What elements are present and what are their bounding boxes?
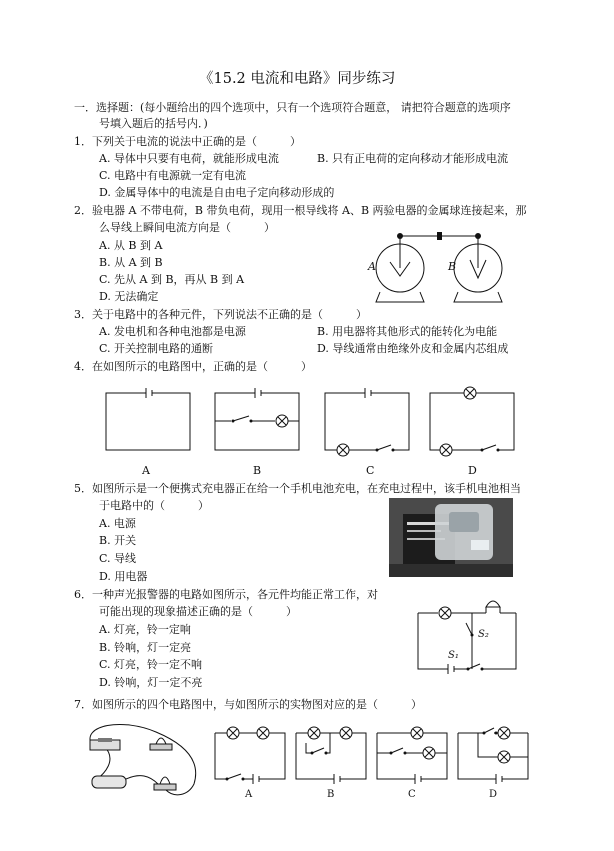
q5-option-a: A. 电源 [99,517,136,530]
q4-label-c: C [366,464,375,477]
q4-circuit-b [215,392,301,452]
q4-label-a: A [142,464,150,477]
q1-option-d: D. 金属导体中的电流是自由电子定向移动形成的 [99,186,335,199]
charger-photo [389,498,513,577]
q4-stem: 4．在如图所示的电路图中，正确的是（ ） [74,360,312,373]
q4-label-b: B [253,464,262,477]
q2-option-c: C. 先从 A 到 B，再从 B 到 A [99,273,245,286]
q2-option-b: B. 从 A 到 B [99,256,163,269]
q5-option-d: D. 用电器 [99,570,148,583]
q6-alarm-circuit [418,595,518,675]
q3-option-b: B. 用电器将其他形式的能转化为电能 [317,325,498,338]
q6-stem: 6．一种声光报警器的电路如图所示，各元件均能正常工作，对 [74,588,378,601]
q7-label-a: A [245,789,253,800]
q7-circuit-a [215,733,287,781]
q6-option-b: B. 铃响，灯一定亮 [99,641,192,654]
q5-stem-cont: 于电路中的（ ） [99,499,209,512]
q1-option-b: B. 只有正电荷的定向移动才能形成电流 [317,152,509,165]
electroscope-label-a: A [368,260,376,273]
q5-option-b: B. 开关 [99,534,137,547]
q7-physical-diagram [84,718,204,798]
q4-label-d: D [468,464,477,477]
q4-circuit-d [430,392,516,452]
q7-label-b: B [327,789,335,800]
q7-circuit-c [377,733,449,781]
q2-stem: 2．验电器 A 不带电荷，B 带负电荷，现用一根导线将 A、B 两验电器的金属球连接起来，那 [74,204,527,217]
electroscope-figure [360,228,520,308]
electroscope-label-b: B [448,260,457,273]
q3-option-d: D. 导线通常由绝缘外皮和金属内芯组成 [317,342,509,355]
q5-stem: 5．如图所示是一个便携式充电器正在给一个手机电池充电，在充电过程中，该手机电池相当 [74,482,521,495]
q7-circuit-d [458,733,530,781]
q2-option-d: D. 无法确定 [99,290,159,303]
q2-stem-cont: 么导线上瞬间电流方向是（ ） [99,221,275,234]
q7-stem: 7．如图所示的四个电路图中，与如图所示的实物图对应的是（ ） [74,698,422,711]
q6-option-c: C. 灯亮，铃一定不响 [99,658,203,671]
q6-option-a: A. 灯亮，铃一定响 [99,623,191,636]
q6-stem-cont: 可能出现的现象描述正确的是（ ） [99,605,297,618]
q4-circuit-a [106,392,192,452]
q1-stem: 1．下列关于电流的说法中正确的是（ ） [74,135,301,148]
q7-label-c: C [408,789,416,800]
q7-circuit-b [296,733,368,781]
section-heading: 一．选择题：(每小题给出的四个选项中，只有一个选项符合题意， 请把符合题意的选项序 [74,101,511,114]
section-heading-cont: 号填入题后的括号内．) [99,117,208,130]
q3-option-c: C. 开关控制电路的通断 [99,342,214,355]
q6-switch-s1-label: S₁ [448,650,459,661]
q6-switch-s2-label: S₂ [478,629,489,640]
q2-option-a: A. 从 B 到 A [99,239,163,252]
q5-option-c: C. 导线 [99,552,137,565]
page-title: 《15.2 电流和电路》同步练习 [199,71,396,87]
q1-option-c: C. 电路中有电源就一定有电流 [99,169,247,182]
q1-option-a: A. 导体中只要有电荷，就能形成电流 [99,152,279,165]
q6-option-d: D. 铃响，灯一定不亮 [99,676,203,689]
q3-stem: 3．关于电路中的各种元件，下列说法不正确的是（ ） [74,308,367,321]
q3-option-a: A. 发电机和各种电池都是电源 [99,325,246,338]
q7-label-d: D [489,789,498,800]
q4-circuit-c [325,392,411,452]
